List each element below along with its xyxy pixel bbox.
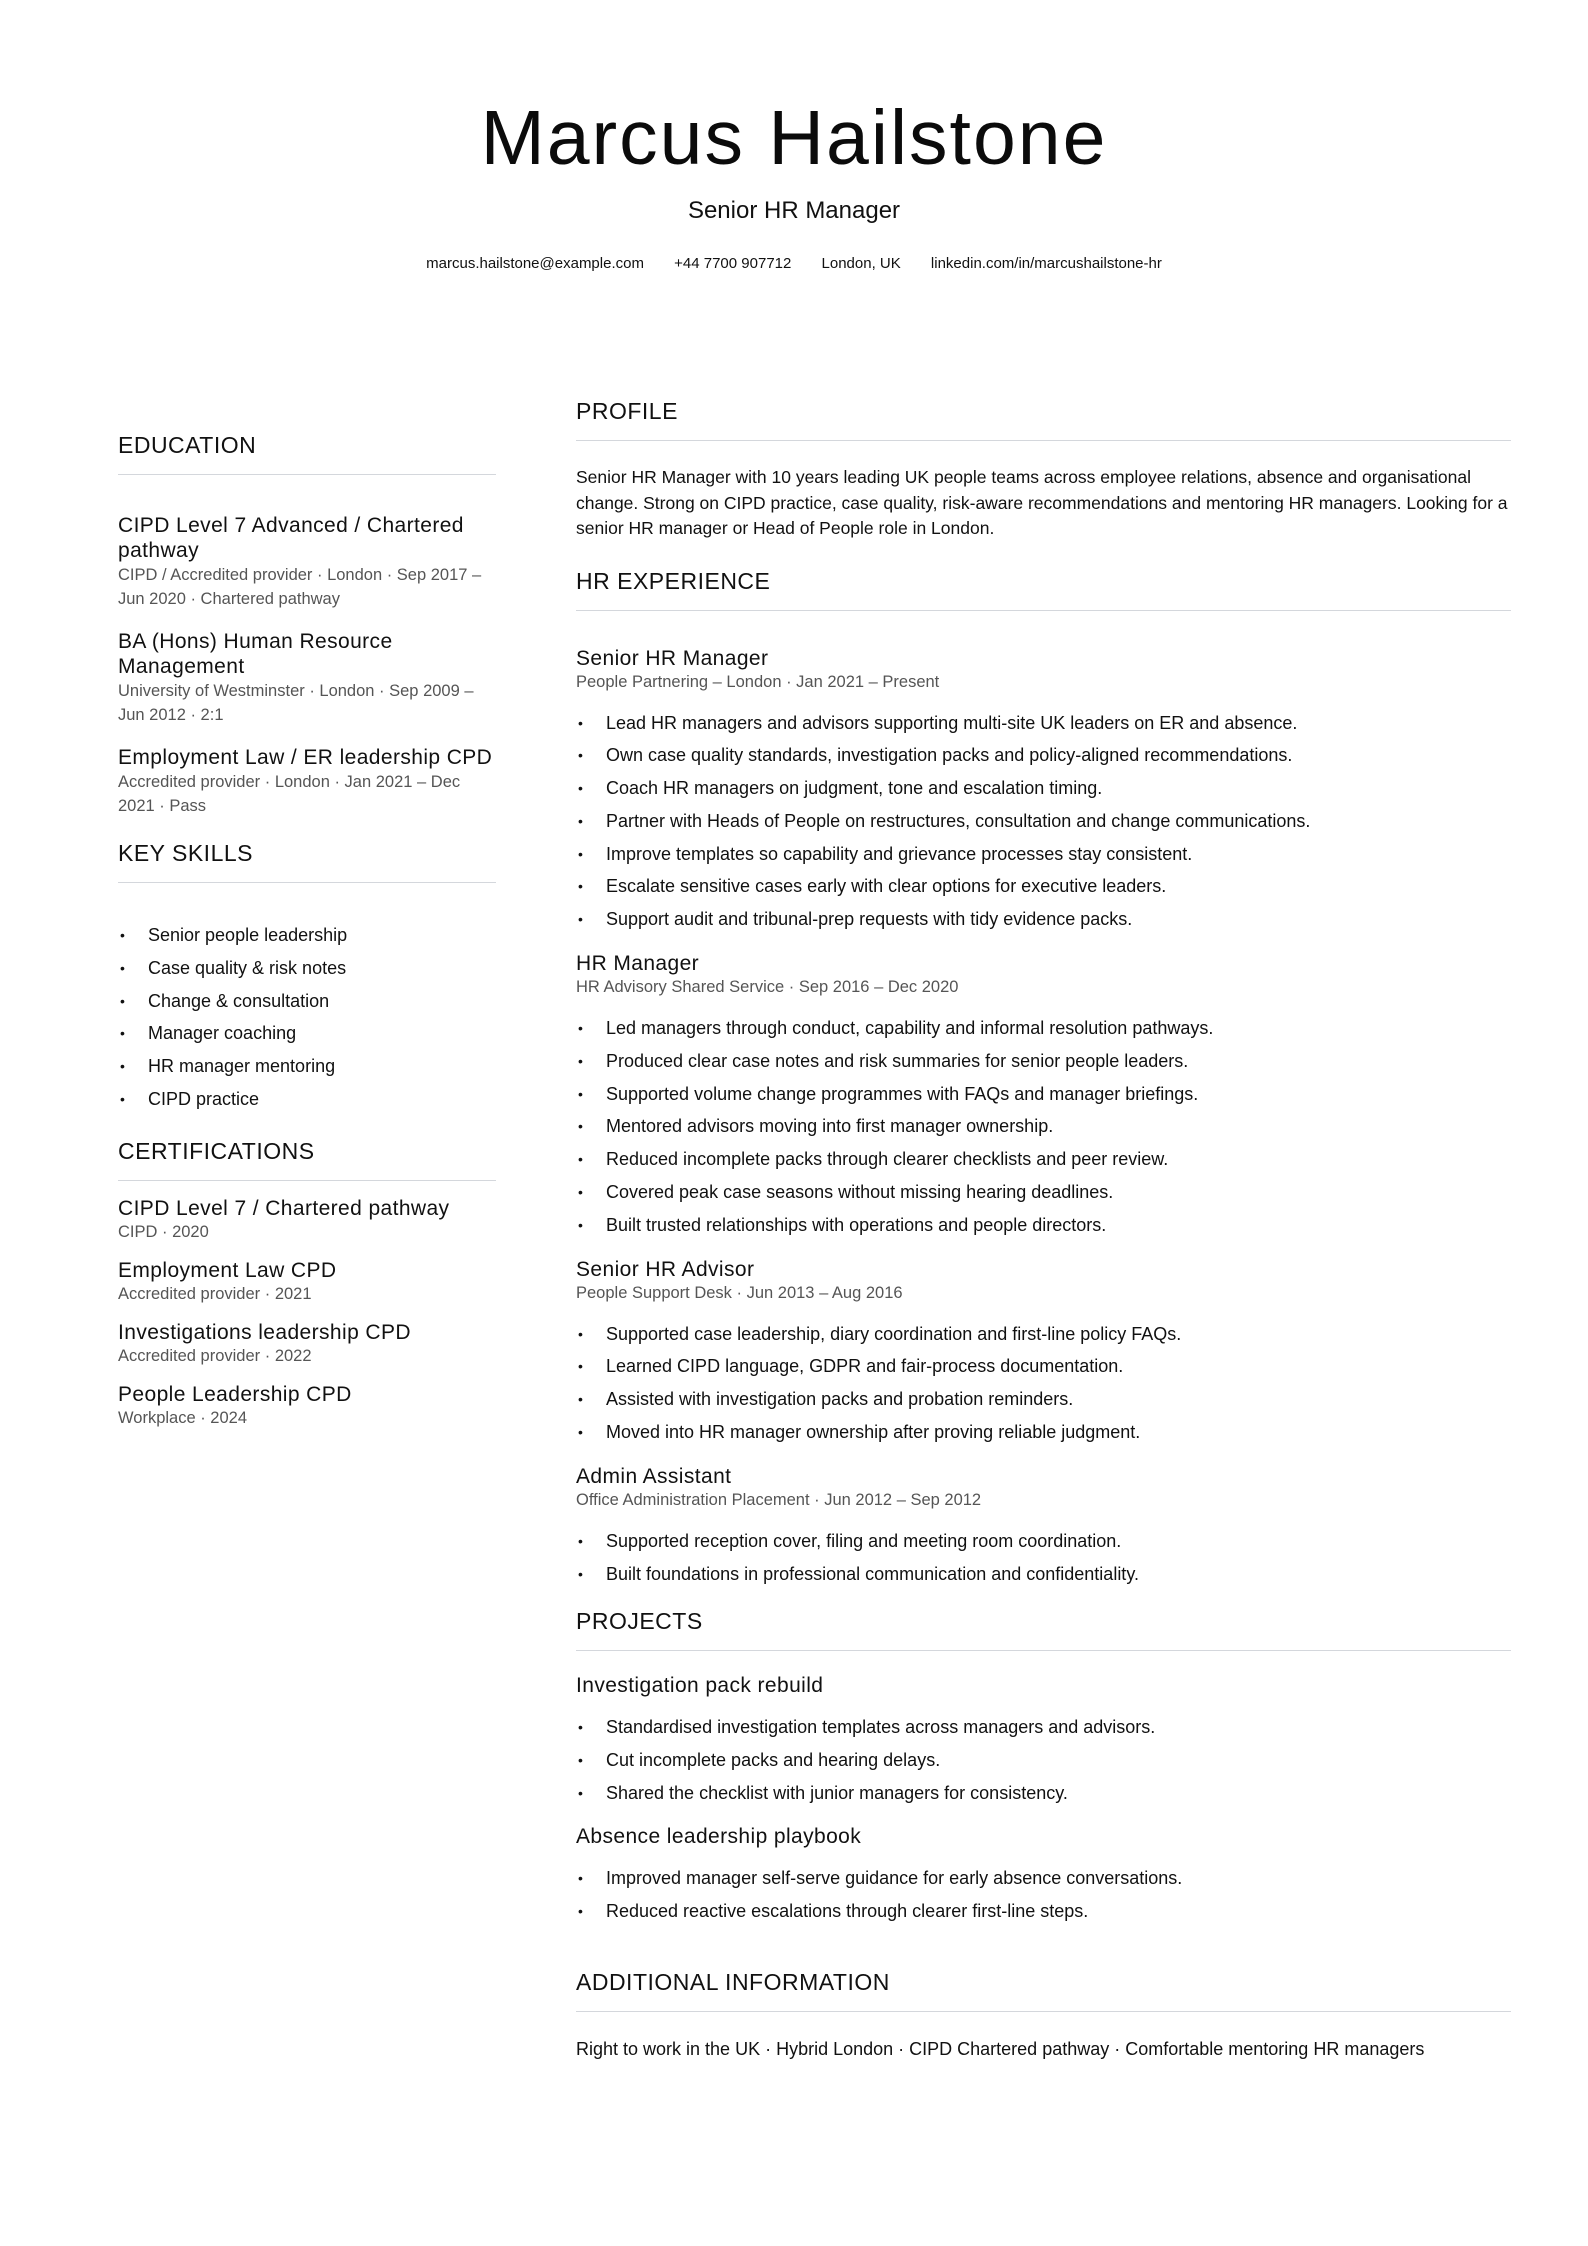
- job-bullet: • Produced clear case notes and risk summaries for senior people leaders.: [576, 1045, 1511, 1078]
- job-bullet: • Supported reception cover, filing and meeting room coordination.: [576, 1525, 1511, 1558]
- jobs-list: [576, 647, 1511, 1591]
- job-bullets: [576, 1525, 1511, 1591]
- job-bullets: [576, 707, 1511, 937]
- job-bullet: • Supported volume change programmes with FAQs and manager briefings.: [576, 1078, 1511, 1111]
- project-title: Investigation pack rebuild: [576, 1674, 824, 1698]
- certifications-section: [118, 1136, 496, 1429]
- project-bullet: • Standardised investigation templates across managers and advisors.: [576, 1711, 1511, 1744]
- contact-line: [0, 254, 1588, 274]
- job-bullet: • Partner with Heads of People on restructures, consultation and change communications.: [576, 805, 1511, 838]
- project-entry: [576, 1673, 1511, 1809]
- skill-item: • Change & consultation: [118, 985, 496, 1018]
- job-bullet: • Built foundations in professional communication and confidentiality.: [576, 1558, 1511, 1591]
- projects-heading: PROJECTS: [576, 1606, 1511, 1651]
- education-heading: EDUCATION: [118, 430, 496, 475]
- job-meta: People Support Desk · Jun 2013 – Aug 2016: [576, 1283, 903, 1302]
- project-bullet: • Improved manager self-serve guidance for early absence conversations.: [576, 1862, 1511, 1895]
- contact-phone[interactable]: +44 7700 907712: [674, 255, 792, 272]
- job-meta: HR Advisory Shared Service · Sep 2016 – Dec 2020: [576, 978, 959, 997]
- job-bullet: • Learned CIPD language, GDPR and fair-process documentation.: [576, 1350, 1511, 1383]
- job-bullet: • Support audit and tribunal-prep requests with tidy evidence packs.: [576, 903, 1511, 936]
- certification-meta: Accredited provider · 2022: [118, 1346, 312, 1365]
- job-bullet: • Lead HR managers and advisors supporting multi-site UK leaders on ER and absence.: [576, 707, 1511, 740]
- skill-item: • HR manager mentoring: [118, 1050, 496, 1083]
- certification-meta: Accredited provider · 2021: [118, 1284, 312, 1303]
- certification-item: [118, 1197, 496, 1243]
- job-bullet: • Moved into HR manager ownership after proving reliable judgment.: [576, 1416, 1511, 1449]
- job-role: Senior HR Advisor: [576, 1257, 755, 1281]
- education-item: [118, 629, 496, 727]
- education-title: CIPD Level 7 Advanced / Chartered pathway: [118, 514, 464, 562]
- project-bullets: [576, 1711, 1511, 1809]
- skill-item: • Manager coaching: [118, 1017, 496, 1050]
- main-column: [576, 396, 1511, 2062]
- job-bullet: • Coach HR managers on judgment, tone and escalation timing.: [576, 772, 1511, 805]
- certification-meta: CIPD · 2020: [118, 1222, 209, 1241]
- job-bullet: • Improve templates so capability and grievance processes stay consistent.: [576, 838, 1511, 871]
- job-role: HR Manager: [576, 952, 700, 976]
- profile-heading: PROFILE: [576, 396, 1511, 441]
- job-role: Senior HR Manager: [576, 646, 769, 670]
- job-role: Admin Assistant: [576, 1464, 732, 1488]
- job-bullets: [576, 1012, 1511, 1242]
- certification-title: CIPD Level 7 / Chartered pathway: [118, 1196, 450, 1220]
- project-entry: [576, 1824, 1511, 1928]
- certification-item: [118, 1321, 496, 1367]
- project-bullet: • Shared the checklist with junior managers for consistency.: [576, 1777, 1511, 1810]
- certification-item: [118, 1383, 496, 1429]
- job-bullet: • Assisted with investigation packs and probation reminders.: [576, 1383, 1511, 1416]
- project-title: Absence leadership playbook: [576, 1824, 862, 1848]
- job-bullet: • Built trusted relationships with operations and people directors.: [576, 1209, 1511, 1242]
- additional-heading: ADDITIONAL INFORMATION: [576, 1967, 1511, 2012]
- certification-title: Employment Law CPD: [118, 1258, 337, 1282]
- certifications-list: [118, 1197, 496, 1429]
- contact-email[interactable]: marcus.hailstone@example.com: [426, 255, 644, 272]
- sidebar-column: [118, 430, 496, 1445]
- experience-section: [576, 566, 1511, 1591]
- certification-title: Investigations leadership CPD: [118, 1320, 411, 1344]
- job-title: Senior HR Manager: [687, 197, 901, 224]
- job-entry: [576, 1258, 1511, 1449]
- skill-item: • CIPD practice: [118, 1083, 496, 1116]
- job-entry: [576, 952, 1511, 1242]
- profile-summary: Senior HR Manager with 10 years leading UK people teams across employee relations, absence and organisational change. Strong on CIPD practice, case quality, risk-aware recommendations and mentoring HR managers. Looking for a senior HR manager or Head of People role in London.: [576, 467, 1508, 538]
- job-entry: [576, 647, 1511, 937]
- job-meta: People Partnering – London · Jan 2021 – Present: [576, 672, 940, 691]
- candidate-name: Marcus Hailstone: [480, 95, 1108, 181]
- job-bullet: • Led managers through conduct, capability and informal resolution pathways.: [576, 1012, 1511, 1045]
- experience-heading: HR EXPERIENCE: [576, 566, 1511, 611]
- contact-location: London, UK: [821, 255, 901, 272]
- skill-item: • Case quality & risk notes: [118, 952, 496, 985]
- additional-section: [576, 1967, 1511, 2062]
- education-item: [118, 745, 496, 818]
- job-bullet: • Reduced incomplete packs through clearer checklists and peer review.: [576, 1143, 1511, 1176]
- education-meta: CIPD / Accredited provider · London · Sep 2017 – Jun 2020 · Chartered pathway: [118, 566, 482, 608]
- project-bullets: [576, 1862, 1511, 1928]
- education-item: [118, 513, 496, 611]
- job-bullets: [576, 1318, 1511, 1449]
- job-bullet: • Own case quality standards, investigation packs and policy-aligned recommendations.: [576, 739, 1511, 772]
- additional-info: Right to work in the UK · Hybrid London · CIPD Chartered pathway · Comfortable mentoring HR managers: [576, 2039, 1425, 2060]
- skills-list: [118, 919, 496, 1116]
- certifications-heading: CERTIFICATIONS: [118, 1136, 496, 1181]
- certification-meta: Workplace · 2024: [118, 1408, 248, 1427]
- job-meta: Office Administration Placement · Jun 2012 – Sep 2012: [576, 1490, 982, 1509]
- education-list: [118, 513, 496, 818]
- education-meta: University of Westminster · London · Sep 2009 – Jun 2012 · 2:1: [118, 682, 474, 724]
- education-title: BA (Hons) Human Resource Management: [118, 630, 393, 678]
- project-bullet: • Reduced reactive escalations through clearer first-line steps.: [576, 1895, 1511, 1928]
- education-title: Employment Law / ER leadership CPD: [118, 746, 493, 769]
- job-bullet: • Supported case leadership, diary coordination and first-line policy FAQs.: [576, 1318, 1511, 1351]
- job-bullet: • Escalate sensitive cases early with clear options for executive leaders.: [576, 870, 1511, 903]
- certification-item: [118, 1259, 496, 1305]
- projects-list: [576, 1673, 1511, 1927]
- job-bullet: • Mentored advisors moving into first manager ownership.: [576, 1110, 1511, 1143]
- education-meta: Accredited provider · London · Jan 2021 – Dec 2021 · Pass: [118, 773, 461, 815]
- skills-section: [118, 838, 496, 1116]
- skill-item: • Senior people leadership: [118, 919, 496, 952]
- certification-title: People Leadership CPD: [118, 1382, 352, 1406]
- project-bullet: • Cut incomplete packs and hearing delays.: [576, 1744, 1511, 1777]
- job-entry: [576, 1465, 1511, 1591]
- job-bullet: • Covered peak case seasons without missing hearing deadlines.: [576, 1176, 1511, 1209]
- contact-linkedin[interactable]: linkedin.com/in/marcushailstone-hr: [930, 255, 1162, 272]
- skills-heading: KEY SKILLS: [118, 838, 496, 883]
- projects-section: [576, 1606, 1511, 1927]
